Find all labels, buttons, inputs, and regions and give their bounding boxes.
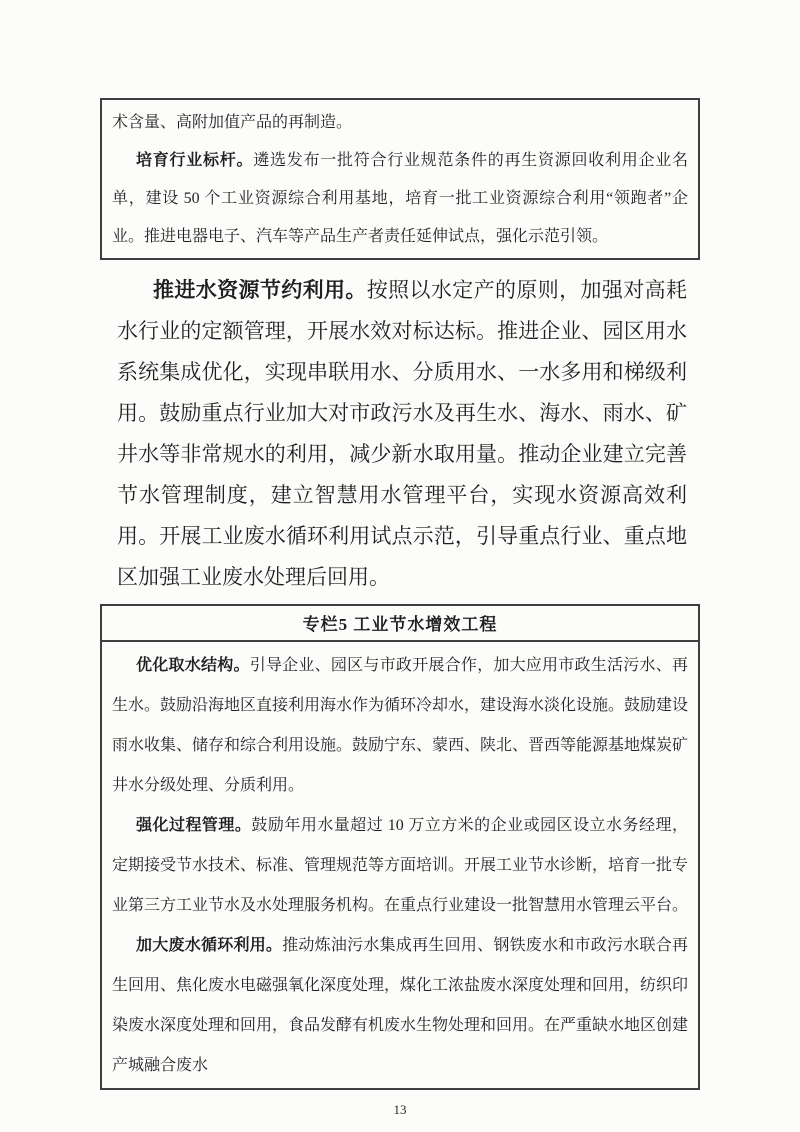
paragraph-text: 按照以水定产的原则，加强对高耗水行业的定额管理，开展水效对标达标。推进企业、园区用水系统集成优化，实现串联用水、分质用水、一水多用和梯级利用。鼓励重点行业加大对市政污水及再生水、海水、雨水、矿井水等非常规水的利用，减少新水取用量。推动企业建立完善节水管理制度，建立智慧用水管理平台，实现水资源高效利用。开展工业废水循环利用试点示范，引导重点行业、重点地区加强工业废水处理后回用。 (117, 278, 687, 589)
paragraph-text: 遴选发布一批符合行业规范条件的再生资源回收利用企业名单，建设 50 个工业资源综合利用基地，培育一批工业资源综合利用“领跑者”企业。推进电器电子、汽车等产品生产者责任延伸试点，强化示范引领。 (112, 152, 688, 245)
box-paragraph-intake-structure (112, 646, 688, 806)
paragraph-text: 鼓励年用水量超过 10 万立方米的企业或园区设立水务经理，定期接受节水技术、标准、管理规范等方面培训。开展工业节水诊断，培育一批专业第三方工业节水及水处理服务机构。在重点行业建设一批智慧用水管理云平台。 (112, 817, 689, 914)
box-paragraph-industry-benchmark (112, 142, 688, 256)
document-page (100, 0, 700, 1118)
paragraph-text: 引导企业、园区与市政开展合作，加大应用市政生活污水、再生水。鼓励沿海地区直接利用海水作为循环冷却水，建设海水淡化设施。鼓励建设雨水收集、储存和综合利用设施。鼓励宁东、蒙西、陕北、晋西等能源基地煤炭矿井水分级处理、分质利用。 (112, 657, 689, 794)
box-recycling-body (102, 100, 698, 258)
box-water-body (102, 642, 698, 1088)
paragraph-lead: 优化取水结构。 (136, 657, 250, 674)
box-paragraph-wastewater-recycling (112, 926, 688, 1086)
paragraph-lead: 加大废水循环利用。 (136, 937, 283, 954)
box-paragraph-process-management (112, 806, 688, 926)
box-paragraph-continuation (112, 104, 688, 142)
paragraph-lead: 推进水资源节约利用。 (153, 279, 367, 302)
callout-box-recycling (100, 98, 700, 260)
callout-box-water-saving-project (100, 604, 700, 1090)
paragraph-text: 术含量、高附加值产品的再制造。 (112, 114, 353, 131)
page-number: 13 (393, 1102, 407, 1117)
paragraph-text: 推动炼油污水集成再生回用、钢铁废水和市政污水联合再生回用、焦化废水电磁强氧化深度处理，煤化工浓盐废水深度处理和回用，纺织印染废水深度处理和回用，食品发酵有机废水生物处理和回用。在严重缺水地区创建产城融合废水 (112, 937, 689, 1074)
body-paragraph-water-saving (117, 270, 687, 598)
box-title: 专栏5 工业节水增效工程 (102, 606, 698, 642)
paragraph-lead: 培育行业标杆。 (136, 152, 254, 169)
paragraph-lead: 强化过程管理。 (136, 817, 252, 834)
